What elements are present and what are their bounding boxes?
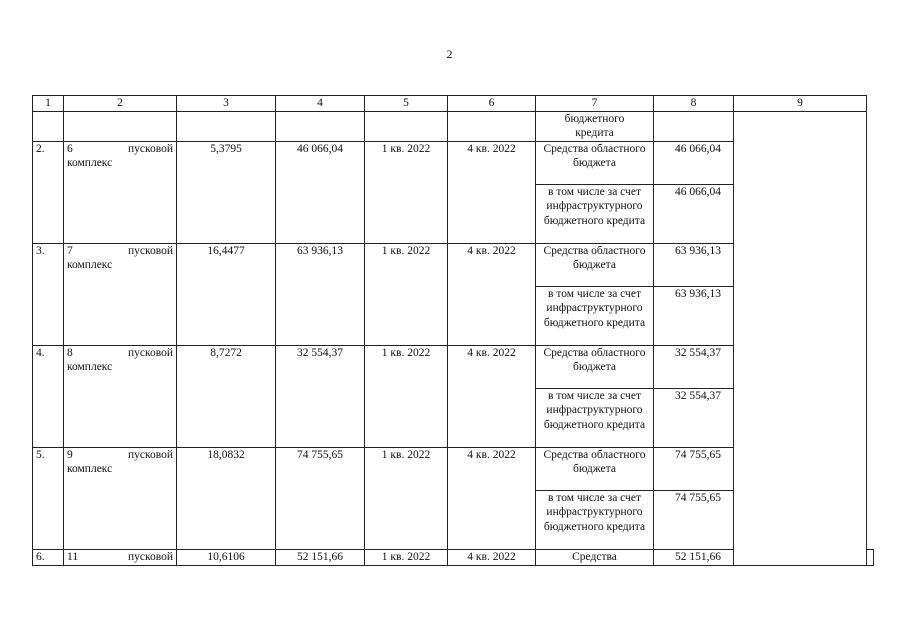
row-number: 5. <box>33 447 64 549</box>
object-name-cell <box>64 345 177 447</box>
header-cell: 2 <box>64 96 177 112</box>
object-name-word: пусковой <box>127 346 173 359</box>
object-name-number: 11 <box>67 550 79 563</box>
length-value: 8,7272 <box>177 345 276 447</box>
empty-cell <box>276 111 365 141</box>
funding-source: Средства областного бюджета <box>536 243 654 286</box>
page-number: 2 <box>446 47 453 61</box>
funding-amount-credit: 46 066,04 <box>654 184 734 243</box>
object-name-word: комплекс <box>67 361 113 373</box>
object-name-number: 9 <box>67 448 73 461</box>
end-period: 4 кв. 2022 <box>448 141 536 243</box>
header-cell: 1 <box>33 96 64 112</box>
empty-cell <box>654 111 734 141</box>
funding-source-credit: в том числе за счет инфраструктурного бюджетного кредита <box>536 490 654 549</box>
funding-amount: 32 554,37 <box>654 345 734 388</box>
cost-value: 52 151,66 <box>276 549 365 565</box>
row-number: 3. <box>33 243 64 345</box>
object-name-cell <box>64 447 177 549</box>
start-period: 1 кв. 2022 <box>365 549 448 565</box>
cost-value: 63 936,13 <box>276 243 365 345</box>
length-value: 5,3795 <box>177 141 276 243</box>
object-name-number: 7 <box>67 244 73 257</box>
funding-source: Средства областного бюджета <box>536 447 654 490</box>
object-name-word: пусковой <box>127 142 173 155</box>
funding-amount: 74 755,65 <box>654 447 734 490</box>
header-cell: 3 <box>177 96 276 112</box>
end-period: 4 кв. 2022 <box>448 243 536 345</box>
header-cell: 5 <box>365 96 448 112</box>
funding-amount: 52 151,66 <box>654 549 734 565</box>
header-cell: 6 <box>448 96 536 112</box>
cost-value: 46 066,04 <box>276 141 365 243</box>
start-period: 1 кв. 2022 <box>365 141 448 243</box>
row-number: 2. <box>33 141 64 243</box>
header-cell: 4 <box>276 96 365 112</box>
header-row <box>33 96 874 112</box>
object-name-word: комплекс <box>67 157 113 169</box>
start-period: 1 кв. 2022 <box>365 345 448 447</box>
funding-source: Средства областного бюджета <box>536 141 654 184</box>
object-name-number: 8 <box>67 346 73 359</box>
object-name-cell <box>64 243 177 345</box>
funding-amount-credit: 32 554,37 <box>654 388 734 447</box>
length-value: 16,4477 <box>177 243 276 345</box>
object-name-word: пусковой <box>127 550 173 563</box>
empty-cell <box>867 549 874 565</box>
funding-amount: 63 936,13 <box>654 243 734 286</box>
funding-amount: 46 066,04 <box>654 141 734 184</box>
continuation-row <box>33 111 874 141</box>
row-number: 4. <box>33 345 64 447</box>
object-name-cell <box>64 141 177 243</box>
object-name-number: 6 <box>67 142 73 155</box>
start-period: 1 кв. 2022 <box>365 243 448 345</box>
empty-cell <box>33 111 64 141</box>
object-name-word: пусковой <box>127 244 173 257</box>
end-period: 4 кв. 2022 <box>448 345 536 447</box>
funding-source-credit: в том числе за счет инфраструктурного бюджетного кредита <box>536 184 654 243</box>
funding-source-continued: бюджетного кредита <box>536 111 654 141</box>
length-value: 10,6106 <box>177 549 276 565</box>
object-name-word: комплекс <box>67 463 113 475</box>
header-cell: 7 <box>536 96 654 112</box>
start-period: 1 кв. 2022 <box>365 447 448 549</box>
end-period: 4 кв. 2022 <box>448 447 536 549</box>
funding-amount-credit: 74 755,65 <box>654 490 734 549</box>
end-period: 4 кв. 2022 <box>448 549 536 565</box>
funding-source-credit: в том числе за счет инфраструктурного бюджетного кредита <box>536 286 654 345</box>
header-cell: 9 <box>734 96 867 112</box>
funding-source-credit: в том числе за счет инфраструктурного бюджетного кредита <box>536 388 654 447</box>
object-name-word: пусковой <box>127 448 173 461</box>
empty-cell <box>365 111 448 141</box>
column-9-cell <box>734 111 867 565</box>
funding-amount-credit: 63 936,13 <box>654 286 734 345</box>
object-name-word: комплекс <box>67 259 113 271</box>
cost-value: 74 755,65 <box>276 447 365 549</box>
cost-value: 32 554,37 <box>276 345 365 447</box>
object-name-cell <box>64 549 177 565</box>
empty-cell <box>64 111 177 141</box>
funding-source: Средства <box>536 549 654 565</box>
row-number: 6. <box>33 549 64 565</box>
empty-cell <box>177 111 276 141</box>
budget-table <box>32 95 874 566</box>
header-cell: 8 <box>654 96 734 112</box>
length-value: 18,0832 <box>177 447 276 549</box>
empty-cell <box>448 111 536 141</box>
funding-source: Средства областного бюджета <box>536 345 654 388</box>
